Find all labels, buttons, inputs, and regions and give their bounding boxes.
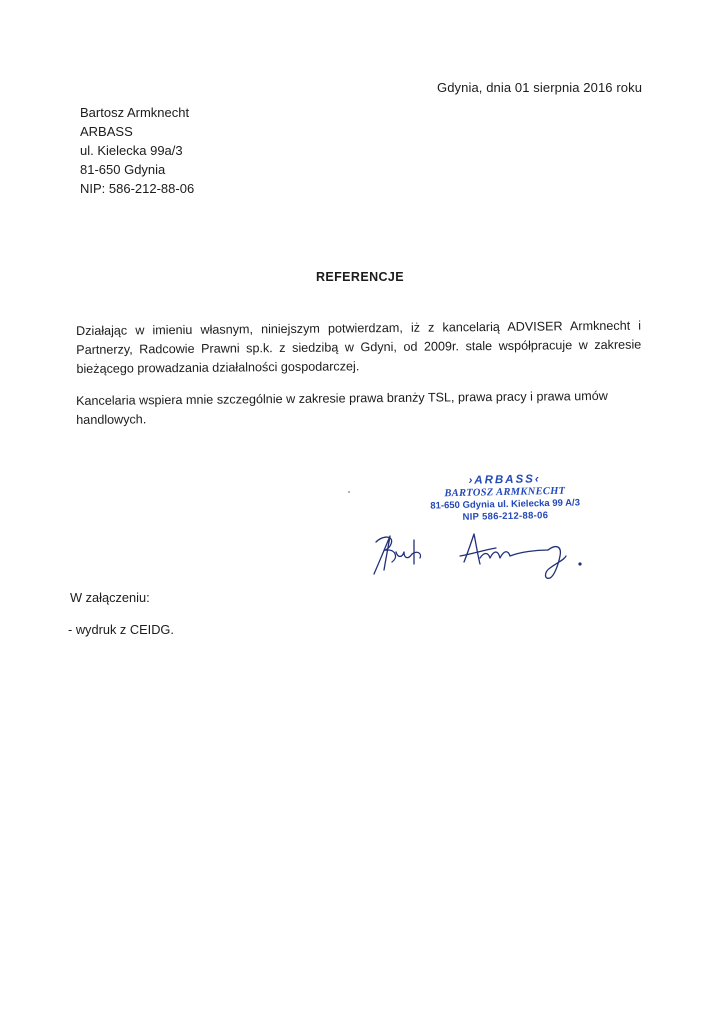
company-stamp: [415, 472, 596, 524]
document-title: REFERENCJE: [315, 270, 405, 284]
sender-nip: NIP: 586-212-88-06: [80, 181, 195, 196]
scan-speck: [348, 491, 350, 493]
stamp-nip: NIP 586-212-88-06: [462, 510, 549, 523]
attachment-item: - wydruk z CEIDG.: [68, 622, 174, 637]
paragraph-1: Działając w imieniu własnym, niniejszym potwierdzam, iż z kancelarią ADVISER Armknecht i Partnerzy, Radcowie Prawni sp.k. z siedzibą w Gdyni, od 2009r. stale współpracuje w zakresie bieżącego prowadzania działalności gospodarczej.: [76, 318, 642, 376]
sender-company: ARBASS: [80, 124, 133, 139]
paragraph-2: Kancelaria wspiera mnie szczególnie w zakresie prawa branży TSL, prawa pracy i prawa umów handlowych.: [76, 388, 608, 427]
stamp-address: 81-650 Gdynia ul. Kielecka 99 A/3: [430, 497, 581, 512]
stamp-name: BARTOSZ ARMKNECHT: [444, 485, 566, 500]
date-line: Gdynia, dnia 01 sierpnia 2016 roku: [437, 80, 643, 95]
sender-street: ul. Kielecka 99a/3: [80, 143, 183, 158]
sender-city: 81-650 Gdynia: [80, 162, 166, 177]
sender-block: [80, 103, 194, 198]
sender-name: Bartosz Armknecht: [80, 105, 190, 120]
stamp-brand: ›ARBASS‹: [468, 473, 541, 487]
handwritten-signature: [368, 528, 598, 584]
attachments-label: W załączeniu:: [70, 590, 150, 605]
